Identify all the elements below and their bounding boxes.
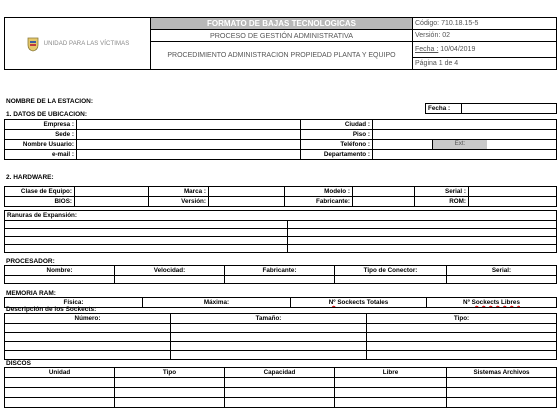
hardware-table [4,186,557,207]
no-prefix: Nº [328,299,338,306]
procesador-section-title: PROCESADOR: [6,258,55,265]
discos-col-capacidad: Capacidad [225,368,335,378]
ubicacion-table [4,119,557,160]
sockets-table [4,313,557,360]
sockets-col-tamano: Tamaño: [171,314,367,324]
sockets-desc-label: Descripción de los Sockects: [6,306,97,313]
procesador-cell[interactable] [447,276,557,284]
fabricante-input[interactable] [353,197,415,207]
discos-cell[interactable] [5,398,115,408]
email-input[interactable] [77,150,301,160]
rom-label: ROM: [415,197,469,207]
sockets-cell[interactable] [367,324,557,333]
ranuras-label: Ranuras de Expansión: [5,211,557,221]
procesador-cell[interactable] [115,276,225,284]
departamento-label: Departamento : [301,150,373,160]
ranuras-row[interactable] [5,237,288,245]
ram-col-sockets-totales [291,298,427,308]
clase-input[interactable] [75,187,149,197]
discos-cell[interactable] [335,398,447,408]
sede-input[interactable] [77,130,301,140]
clase-label: Clase de Equipo: [5,187,75,197]
discos-col-tipo: Tipo [115,368,225,378]
empresa-input[interactable] [77,120,301,130]
discos-cell[interactable] [5,388,115,398]
document-version: Versión: 02 [413,30,557,42]
usuario-label: Nombre Usuario: [5,140,77,150]
document-code: Código: 710.18.15-5 [413,18,557,30]
discos-cell[interactable] [225,378,335,388]
discos-section-title: DISCOS [6,360,31,367]
sockets-cell[interactable] [5,324,171,333]
ranuras-row[interactable] [5,221,288,229]
document-title: FORMATO DE BAJAS TECNOLOGICAS [151,18,413,30]
logo-text: UNIDAD PARA LAS VÍCTIMAS [43,40,130,47]
procesador-col-conector: Tipo de Conector: [335,266,447,276]
ranuras-row[interactable] [5,229,288,237]
discos-cell[interactable] [335,378,447,388]
marca-label: Marca : [149,187,209,197]
date-value: 10/04/2019 [438,45,476,53]
hardware-section-title: 2. HARDWARE: [6,174,54,181]
sockets-cell[interactable] [5,333,171,342]
document-page: Página 1 de 4 [413,58,557,70]
ranuras-row[interactable] [288,245,557,253]
ranuras-row[interactable] [288,237,557,245]
sede-label: Sede : [5,130,77,140]
ext-input[interactable] [487,140,556,149]
discos-cell[interactable] [225,398,335,408]
sockets-cell[interactable] [171,333,367,342]
discos-cell[interactable] [115,388,225,398]
discos-cell[interactable] [447,398,557,408]
rom-input[interactable] [469,197,557,207]
discos-cell[interactable] [447,388,557,398]
date-label: Fecha : [415,45,439,53]
logo-cell [5,18,151,70]
procesador-col-nombre: Nombre: [5,266,115,276]
procesador-cell[interactable] [225,276,335,284]
email-label: e-mail : [5,150,77,160]
sockets-cell[interactable] [171,351,367,360]
ciudad-input[interactable] [373,120,557,130]
procesador-col-velocidad: Velocidad: [115,266,225,276]
procesador-table [4,265,557,284]
procesador-col-fabricante: Fabricante: [225,266,335,276]
procesador-cell[interactable] [335,276,447,284]
piso-label: Piso : [301,130,373,140]
document-date [413,42,557,58]
ram-col-maxima: Máxima: [143,298,291,308]
fabricante-label: Fabricante: [285,197,353,207]
usuario-input[interactable] [77,140,301,150]
empresa-label: Empresa : [5,120,77,130]
coat-of-arms-icon [26,36,40,52]
marca-input[interactable] [209,187,285,197]
bios-label: BIOS: [5,197,75,207]
procesador-col-serial: Serial: [447,266,557,276]
departamento-input[interactable] [373,150,557,160]
telefono-label: Teléfono : [301,140,373,150]
discos-cell[interactable] [447,378,557,388]
discos-cell[interactable] [5,378,115,388]
telefono-input[interactable] [373,140,433,150]
station-date-input[interactable] [462,104,557,114]
ciudad-label: Ciudad : [301,120,373,130]
discos-col-unidad: Unidad [5,368,115,378]
sockets-cell[interactable] [5,342,171,351]
sockets-cell[interactable] [5,351,171,360]
sockets-col-tipo: Tipo: [367,314,557,324]
ram-col-fisica: Física: [5,298,143,308]
version-label: Versión: [149,197,209,207]
ubicacion-section-title: 1. DATOS DE UBICACION: [6,111,88,118]
piso-input[interactable] [373,130,557,140]
no-prefix: Nº [463,299,472,306]
station-name-label: NOMBRE DE LA ESTACION: [6,98,94,105]
procedure-name: PROCEDIMIENTO ADMINISTRACION PROPIEDAD PLANTA Y EQUIPO [151,42,413,70]
process-name: PROCESO DE GESTIÓN ADMINISTRATIVA [151,30,413,42]
modelo-label: Modelo : [285,187,353,197]
ranuras-row[interactable] [288,229,557,237]
ranuras-table [4,210,557,253]
sockets-cell[interactable] [171,342,367,351]
serial-label: Serial : [415,187,469,197]
ram-col-sockets-libres [427,298,557,308]
discos-col-sistemas: Sistemas Archivos [447,368,557,378]
discos-col-libre: Libre [335,368,447,378]
discos-cell[interactable] [115,398,225,408]
discos-cell[interactable] [225,388,335,398]
sockets-col-numero: Número: [5,314,171,324]
ranuras-row[interactable] [288,221,557,229]
discos-table [4,367,557,408]
version-input[interactable] [209,197,285,207]
discos-cell[interactable] [115,378,225,388]
station-date-field [425,103,557,114]
document-header [4,17,557,70]
ram-section-title: MEMORIA RAM: [6,290,56,297]
bios-input[interactable] [75,197,149,207]
ranuras-row[interactable] [5,245,288,253]
ext-field[interactable] [433,140,557,150]
sockets-totales-label: Sockects Totales [337,299,389,306]
sockets-cell[interactable] [367,333,557,342]
ext-label: Ext: [433,140,487,149]
sockets-libres-label: Sockects Libres [471,299,520,306]
procesador-cell[interactable] [5,276,115,284]
sockets-cell[interactable] [367,351,557,360]
station-date-label: Fecha : [426,104,462,114]
sockets-cell[interactable] [171,324,367,333]
discos-cell[interactable] [335,388,447,398]
serial-input[interactable] [469,187,557,197]
modelo-input[interactable] [353,187,415,197]
sockets-cell[interactable] [367,342,557,351]
